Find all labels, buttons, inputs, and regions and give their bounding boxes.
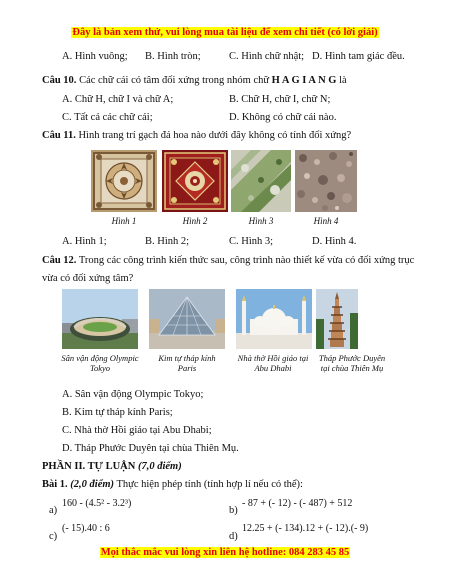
q12-label: Câu 12. [42,255,77,266]
q11-label: Câu 11. [42,130,76,141]
q12-option-a: A. Sân vận động Olympic Tokyo; [62,389,204,400]
part2-points: (7,0 điểm) [135,461,182,472]
bai1-question [42,478,303,491]
building-caption-pyramid: Kim tự tháp kính Paris [158,353,216,373]
q11-option-d: D. Hình 4. [312,236,357,247]
bai1-d-label: d) [229,531,238,542]
bai1-a-expression: 160 - (4.5² - 3.2³) [62,498,132,509]
tile-caption-4: Hình 4 [313,216,339,226]
tile-caption-1: Hình 1 [111,216,137,226]
q10-text-end: là [336,75,347,86]
q12-question-line1 [42,254,414,267]
tile-image-2 [162,150,228,212]
q11-option-a: A. Hình 1; [62,236,107,247]
bai1-b-expression: - 87 + (- 12) - (- 487) + 512 [242,498,353,509]
building-caption-pagoda: Tháp Phước Duyên tại chùa Thiên Mụ [318,353,386,373]
q10-text: Các chữ cái có tâm đối xứng trong nhóm chữ [76,75,272,86]
q9-option-a: A. Hình vuông; [62,51,128,62]
tile-image-3 [231,150,291,212]
hotline-text: Mọi thắc mắc vui lòng xin liên hệ hotline: 084 283 45 85 [100,547,350,558]
building-image-stadium [62,289,138,349]
q12-option-b: B. Kim tự tháp kính Paris; [62,407,173,418]
q10-option-a: A. Chữ H, chữ I và chữ A; [62,94,174,105]
part2-title: PHẦN II. TỰ LUẬN [42,461,136,472]
bai1-label: Bài 1. [42,479,68,490]
q10-question [42,74,347,87]
q12-question-line2: vừa có đối xứng tâm? [42,273,134,284]
q10-option-c: C. Tất cả các chữ cái; [62,112,153,123]
q9-option-d: D. Hình tam giác đều. [312,51,405,62]
part2-heading [42,460,182,473]
q10-word: H A G I A N G [271,75,337,86]
tile-image-1 [91,150,157,212]
q12-text-line1: Trong các công trình kiến thức sau, công trình nào thiết kế vừa có đối xứng trục [76,255,415,266]
q12-option-d: D. Tháp Phước Duyên tại chùa Thiên Mụ. [62,443,239,454]
q9-option-c: C. Hình chữ nhật; [229,51,305,62]
bai1-b-label: b) [229,505,238,516]
q9-option-b: B. Hình tròn; [145,51,201,62]
q10-option-b: B. Chữ H, chữ I, chữ N; [229,94,331,105]
bai1-c-label: c) [49,531,58,542]
q10-label: Câu 10. [42,75,77,86]
building-image-pagoda [316,289,358,349]
bai1-points: (2,0 điểm) [67,479,115,490]
tile-image-4 [295,150,357,212]
q11-option-b: B. Hình 2; [145,236,190,247]
q11-text: Hình trang trí gạch đá hoa nào dưới đây không có tính đối xứng? [75,130,352,141]
preview-banner [0,26,450,39]
q10-option-d: D. Không có chữ cái nào. [229,112,337,123]
tile-caption-2: Hình 2 [182,216,208,226]
preview-banner-text: Đây là bản xem thử, vui lòng mua tài liệu để xem chi tiết (có lời giải) [72,27,378,38]
bai1-c-expression: (- 15).40 : 6 [62,523,110,534]
q12-option-c: C. Nhà thờ Hồi giáo tại Abu Dhabi; [62,425,212,436]
building-image-pyramid [149,289,225,349]
building-image-mosque [236,289,312,349]
building-caption-stadium: Sân vận động Olympic Tokyo [61,353,139,373]
bai1-d-expression: 12.25 + (- 134).12 + (- 12).(- 9) [242,523,369,534]
tile-caption-3: Hình 3 [248,216,274,226]
bai1-a-label: a) [49,505,58,516]
hotline-footer [0,546,450,559]
bai1-text: Thực hiện phép tính (tính hợp lí nếu có thể): [114,479,303,490]
building-caption-mosque: Nhà thờ Hồi giáo tại Abu Dhabi [237,353,309,373]
q11-option-c: C. Hình 3; [229,236,274,247]
q11-question [42,129,351,142]
